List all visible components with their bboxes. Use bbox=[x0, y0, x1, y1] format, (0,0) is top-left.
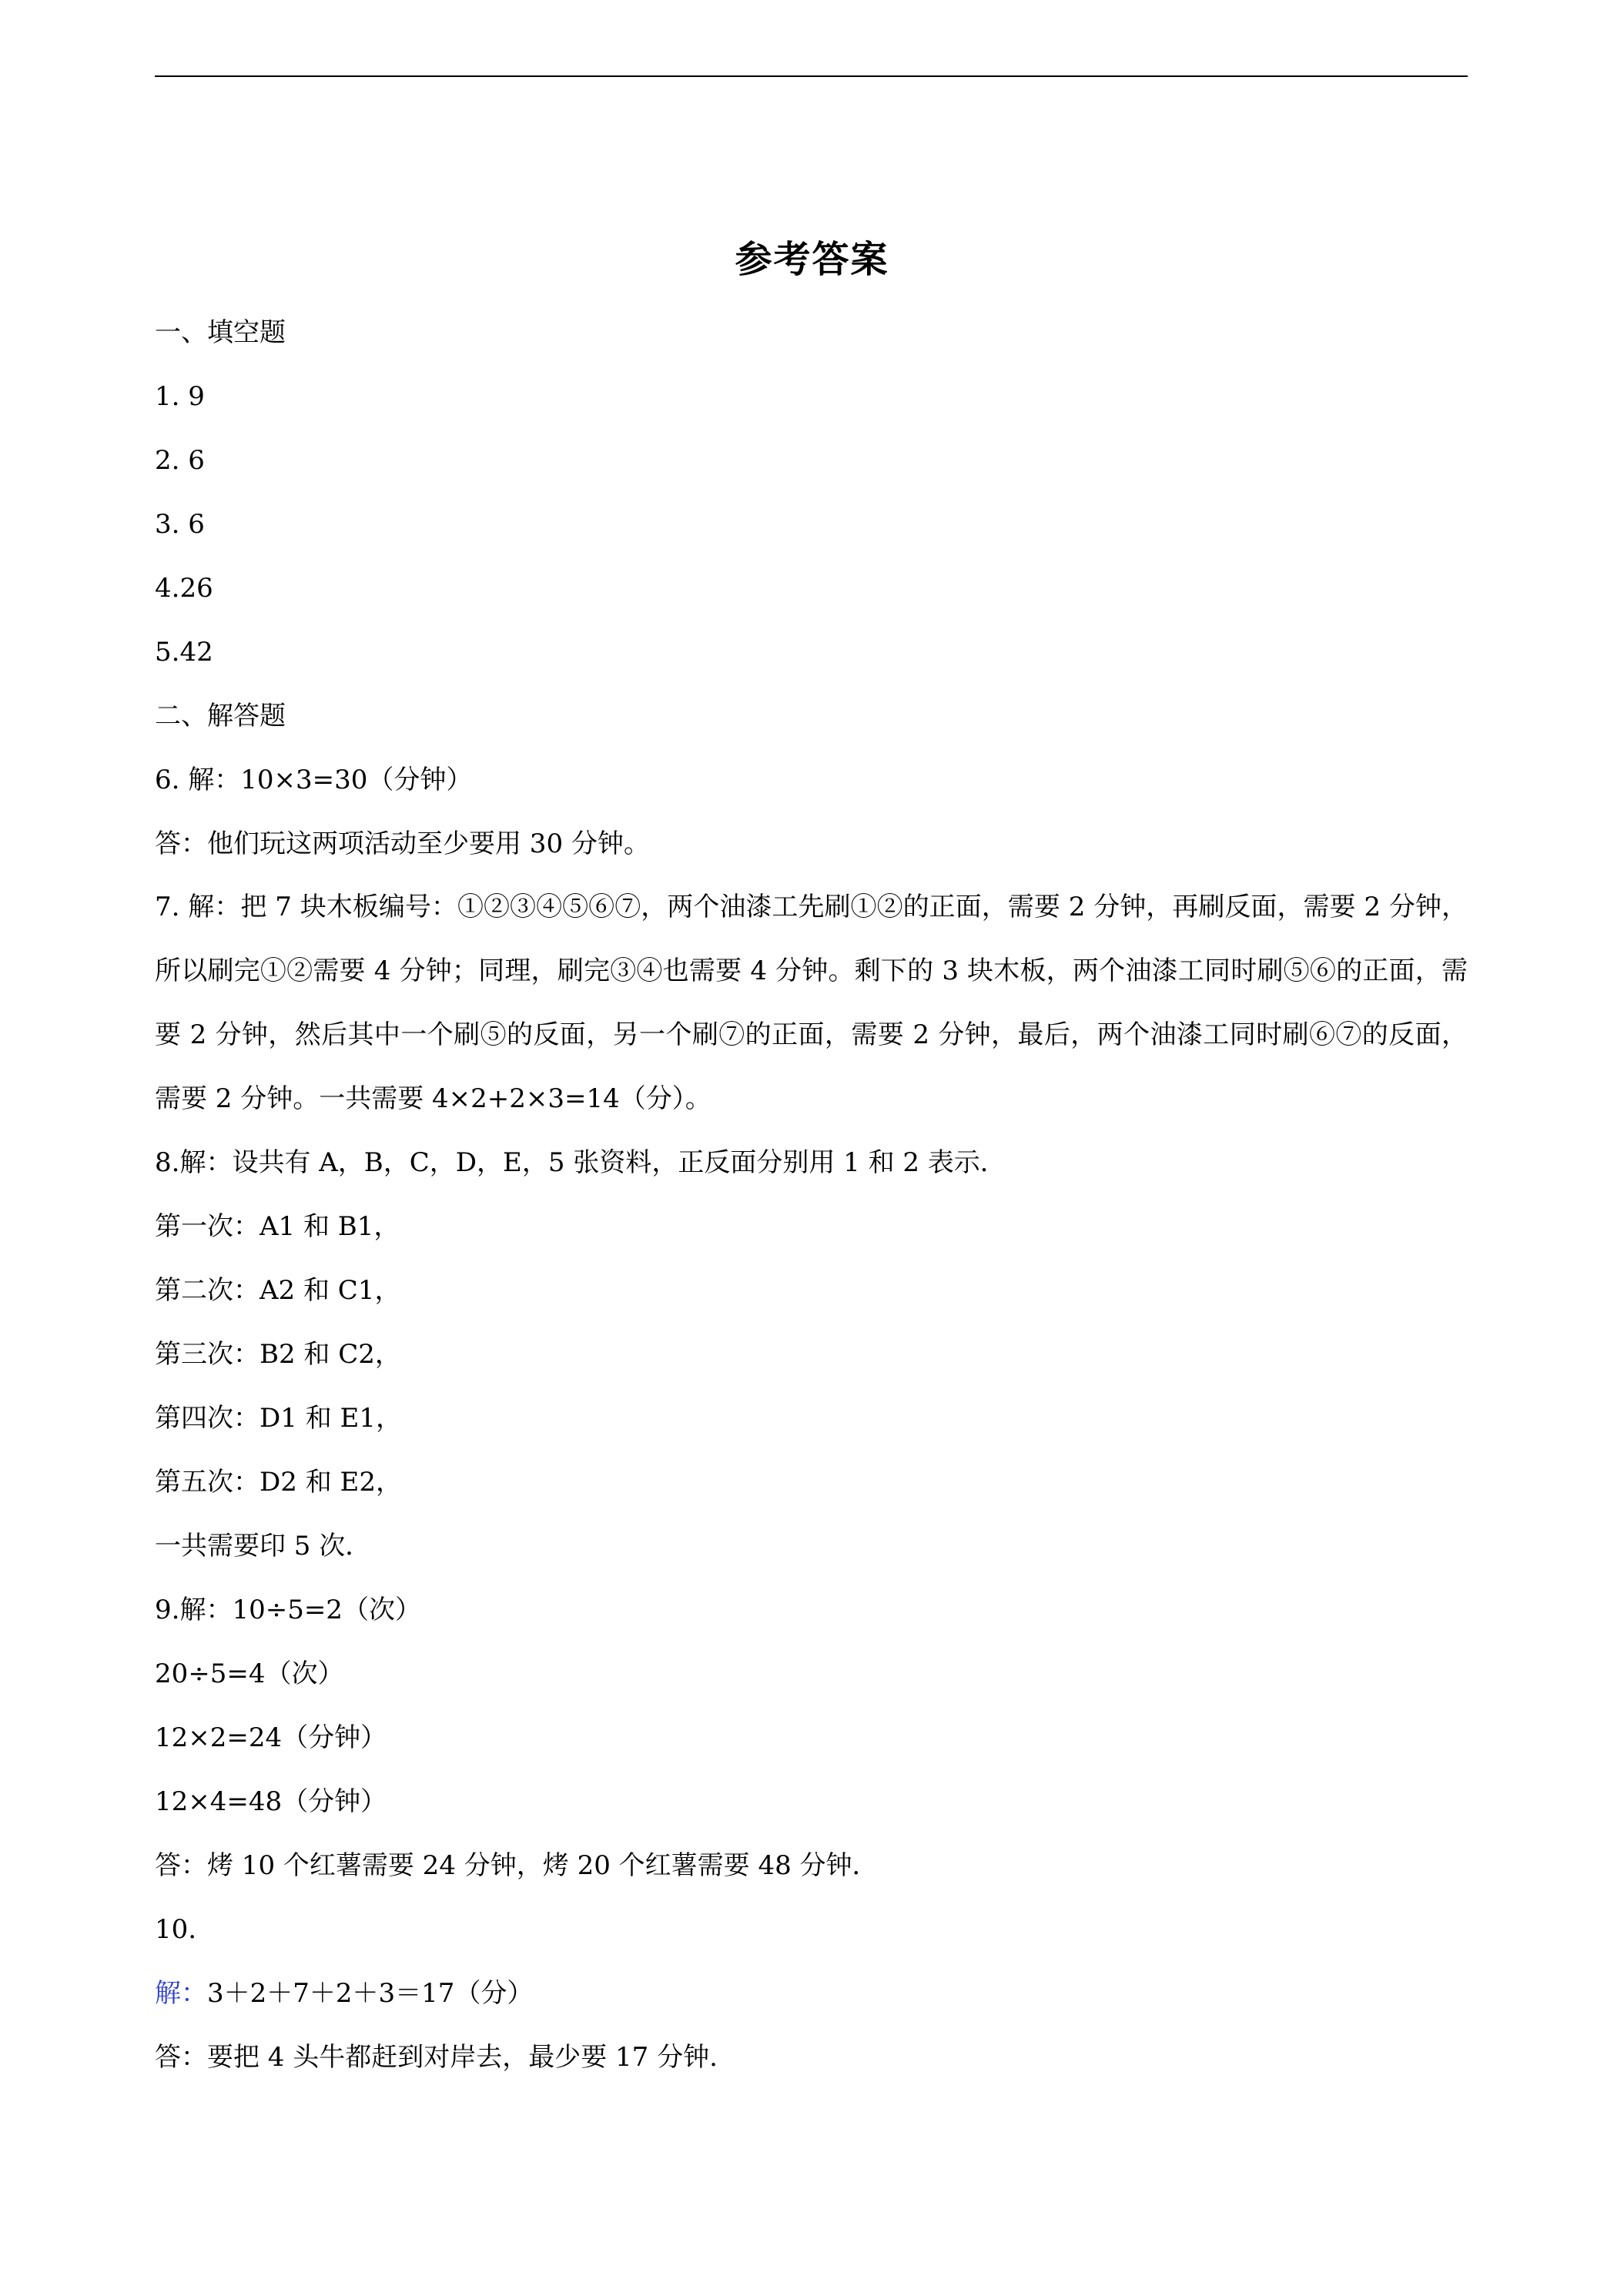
answer-5: 5.42 bbox=[155, 637, 213, 668]
q9-line-1: 9.解：10÷5=2（次） bbox=[155, 1595, 421, 1625]
page-title: 参考答案 bbox=[735, 238, 889, 281]
answer-2: 2. 6 bbox=[155, 445, 205, 476]
q8-step-1: 第一次：A1 和 B1， bbox=[155, 1211, 400, 1242]
q9-line-2: 20÷5=4（次） bbox=[155, 1658, 344, 1689]
q6-answer: 答：他们玩这两项活动至少要用 30 分钟。 bbox=[155, 828, 650, 859]
q8-step-3: 第三次：B2 和 C2， bbox=[155, 1339, 401, 1370]
q7-solution: 7. 解：把 7 块木板编号：①②③④⑤⑥⑦，两个油漆工先刷①②的正面，需要 2 分钟，再刷反面，需要 2 分钟，所以刷完①②需要 4 分钟；同理，刷完③④也需要 4 分钟。剩下的 3 块木板，两个油漆工同时刷⑤⑥的正面，需要 2 分钟，然后其中一个刷⑤的反面，另一个刷⑦的正面，需要 2 分钟，最后，两个油漆工同时刷⑥⑦的反面，需要 2 分钟。一共需要 4×2+2×3=14（分）。 bbox=[155, 892, 1468, 1114]
answer-content bbox=[155, 314, 1468, 2103]
q8-step-2: 第二次：A2 和 C1， bbox=[155, 1275, 401, 1306]
q9-line-4: 12×4=48（分钟） bbox=[155, 1786, 387, 1817]
q10-solution-label: 解： bbox=[155, 1978, 207, 2009]
header-rule bbox=[155, 75, 1468, 77]
q8-intro: 8.解：设共有 A，B，C，D，E，5 张资料，正反面分别用 1 和 2 表示． bbox=[155, 1147, 1006, 1178]
answer-3: 3. 6 bbox=[155, 509, 205, 540]
q10-number: 10. bbox=[155, 1914, 197, 1945]
q8-step-4: 第四次：D1 和 E1， bbox=[155, 1403, 402, 1434]
section-heading-fill-blank: 一、填空题 bbox=[155, 317, 286, 348]
q9-line-3: 12×2=24（分钟） bbox=[155, 1722, 387, 1753]
q10-solution bbox=[155, 1975, 1468, 2012]
answer-1: 1. 9 bbox=[155, 381, 205, 412]
q9-answer: 答：烤 10 个红薯需要 24 分钟，烤 20 个红薯需要 48 分钟． bbox=[155, 1850, 879, 1881]
q6-solution: 6. 解：10×3=30（分钟） bbox=[155, 765, 473, 795]
q10-solution-expr: 3＋2＋7＋2＋3＝17（分） bbox=[207, 1978, 534, 2009]
q8-step-5: 第五次：D2 和 E2， bbox=[155, 1467, 402, 1498]
q8-total: 一共需要印 5 次． bbox=[155, 1531, 372, 1561]
q10-answer: 答：要把 4 头牛都赶到对岸去，最少要 17 分钟. bbox=[155, 2042, 718, 2073]
answer-4: 4.26 bbox=[155, 573, 213, 604]
section-heading-solve: 二、解答题 bbox=[155, 701, 286, 731]
